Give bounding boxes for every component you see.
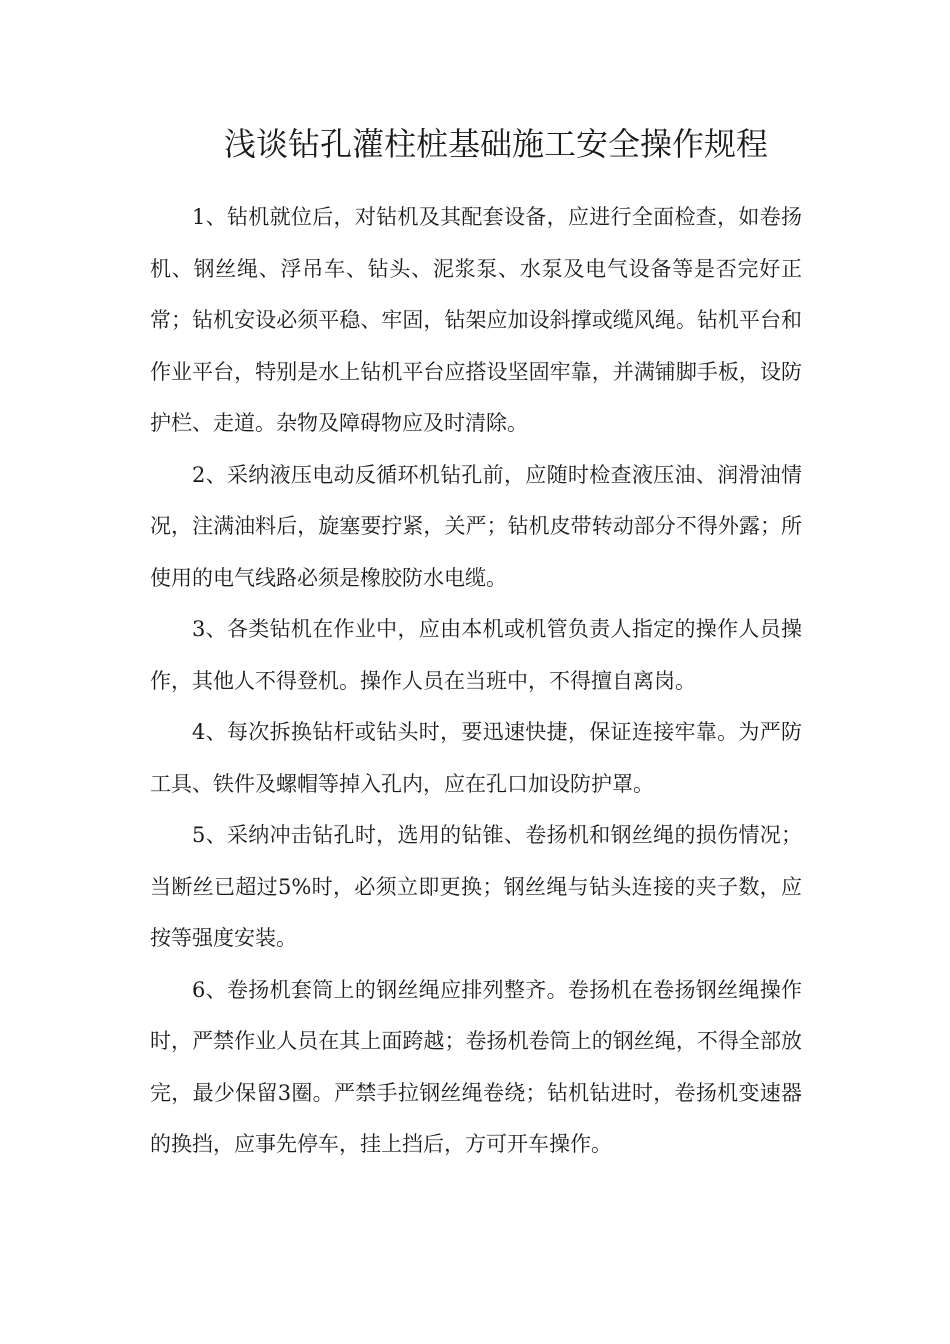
paragraph-4: 4、每次拆换钻杆或钻头时，要迅速快捷，保证连接牢靠。为严防工具、铁件及螺帽等掉入孔内，应在孔口加设防护罩。 <box>150 720 802 796</box>
paragraph-6: 6、卷扬机套筒上的钢丝绳应排列整齐。卷扬机在卷扬钢丝绳操作时，严禁作业人员在其上面跨越；卷扬机卷筒上的钢丝绳，不得全部放完，最少保留3圈。严禁手拉钢丝绳卷绕；钻机钻进时，卷扬机变速器的换挡，应事先停车，挂上挡后，方可开车操作。 <box>150 977 802 1156</box>
paragraph-5: 5、采纳冲击钻孔时，选用的钻锥、卷扬机和钢丝绳的损伤情况；当断丝已超过5%时，必须立即更换；钢丝绳与钻头连接的夹子数，应按等强度安装。 <box>150 823 802 950</box>
paragraph-1: 1、钻机就位后，对钻机及其配套设备，应进行全面检查，如卷扬机、钢丝绳、浮吊车、钻头、泥浆泵、水泵及电气设备等是否完好正常；钻机安设必须平稳、牢固，钻架应加设斜撑或缆风绳。钻机平台和作业平台，特别是水上钻机平台应搭设坚固牢靠，并满铺脚手板，设防护栏、走道。杂物及障碍物应及时清除。 <box>150 205 802 435</box>
document-title: 浅谈钻孔灌柱桩基础施工安全操作规程 <box>224 125 769 163</box>
document-body <box>150 192 802 1171</box>
paragraph-2: 2、采纳液压电动反循环机钻孔前，应随时检查液压油、润滑油情况，注满油料后，旋塞要拧紧，关严；钻机皮带转动部分不得外露；所使用的电气线路必须是橡胶防水电缆。 <box>150 462 802 590</box>
paragraph-3: 3、各类钻机在作业中，应由本机或机管负责人指定的操作人员操作，其他人不得登机。操作人员在当班中，不得擅自离岗。 <box>150 617 802 693</box>
